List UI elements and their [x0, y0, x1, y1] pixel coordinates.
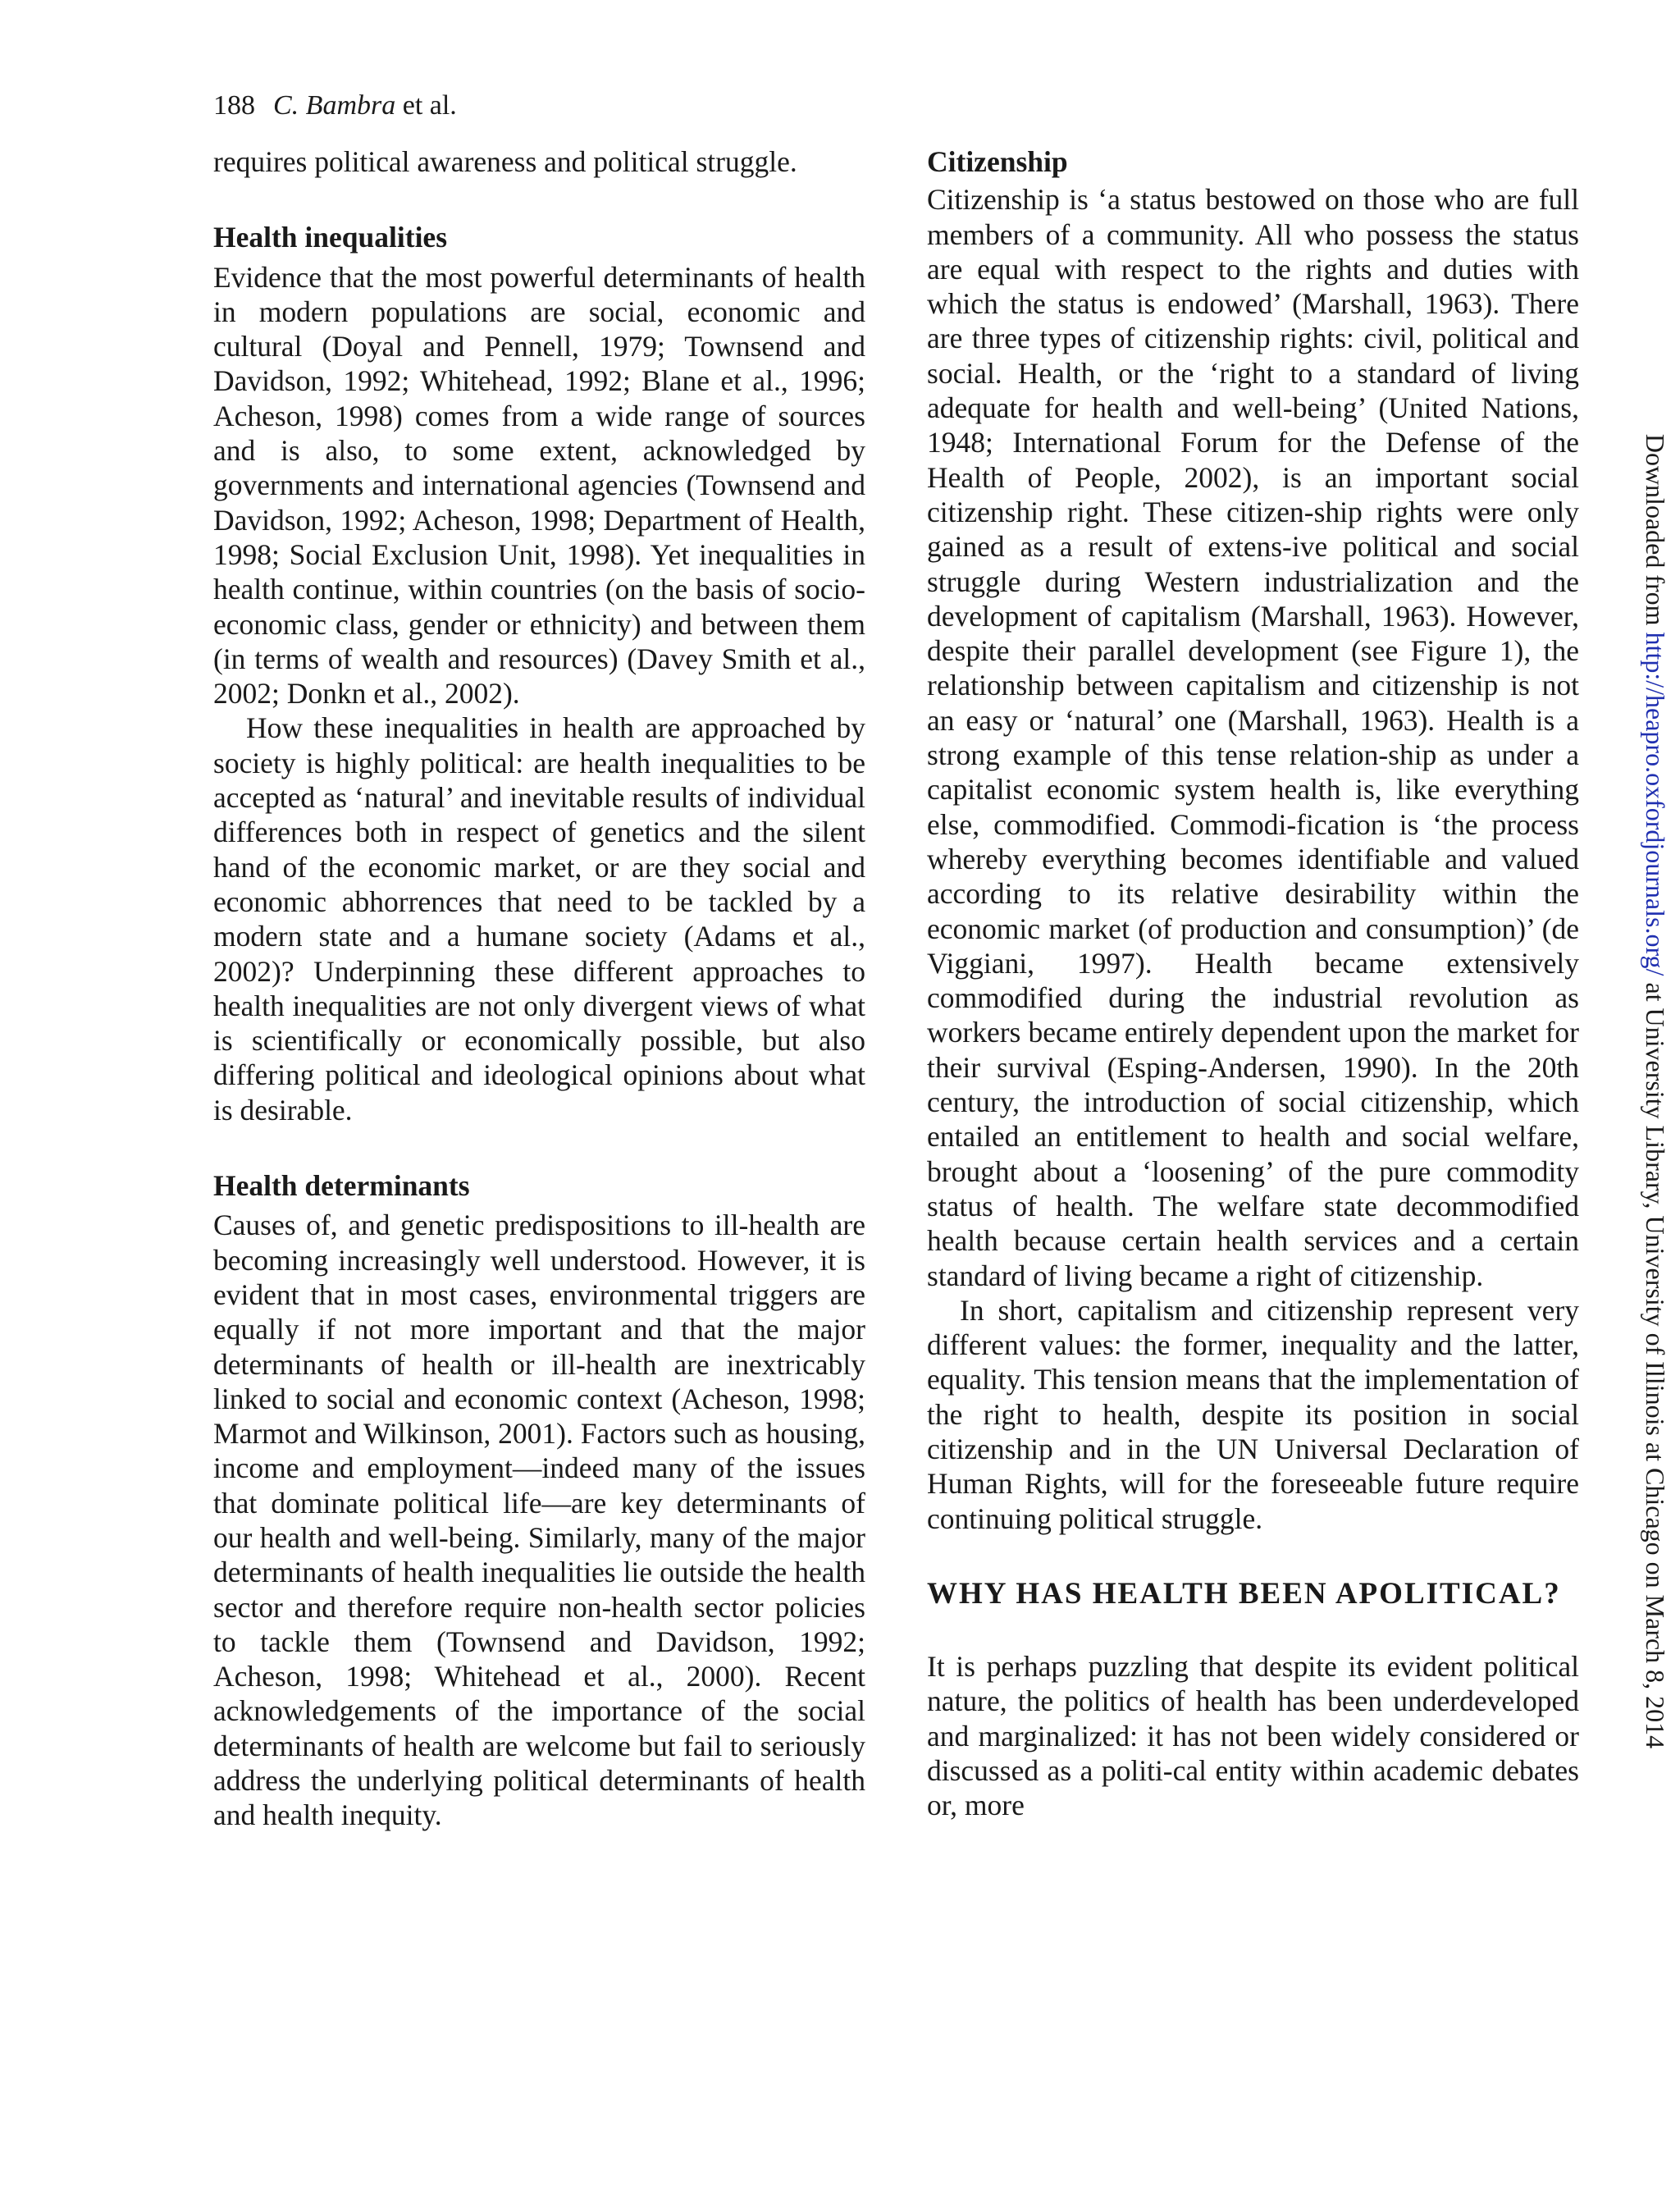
download-notice-prefix: Downloaded from: [1641, 433, 1670, 633]
heading-citizenship: Citizenship: [927, 145, 1068, 178]
paragraph-citizenship-1: Citizenship is ‘a status bestowed on those who are full members of a community. All who possess the status are equal with respect to the rights and duties with which the status is endowed’ (Marshall, 1963). There are three types of citizenship rights: civil, political and social. Health, or the ‘right to a standard of living adequate for health and well-being’ (United Nations, 1948; International Forum for the Defense of the Health of People, 2002), is an important social citizenship right. These citizen-ship rights were only gained as a result of extens-ive political and social struggle during Western industrialization and the development of capitalism (Marshall, 1963). However, despite their parallel development (see Figure 1), the relationship between capitalism and citizenship is not an easy or ‘natural’ one (Marshall, 1963). Health is a strong example of this tense relation-ship as under a capitalist economic system health is, like everything else, commodified. Commodi-fication is ‘the process whereby everything becomes identifiable and valued according to its relative desirability within the economic market (of production and consumption)’ (de Viggiani, 1997). Health became extensively commodified during the industrial revolution as workers became entirely dependent upon the market for their survival (Esping-Andersen, 1990). In the 20th century, the introduction of social citizenship, which entailed an entitlement to health and social welfare, brought about a ‘loosening’ of the pure commodity status of health. The welfare state decommodified health because certain health services and a certain standard of living became a right of citizenship.: [927, 183, 1579, 1292]
download-notice: [1641, 434, 1670, 1748]
running-head: [213, 89, 457, 123]
paragraph-citizenship-2: In short, capitalism and citizenship represent very different values: the former, inequality and the latter, equality. This tension means that the implementation of the right to health, despite its position in social citizenship and in the UN Universal Declaration of Human Rights, will for the foreseeable future require continuing political struggle.: [927, 1293, 1579, 1535]
paragraph-health-inequalities-1: Evidence that the most powerful determinants of health in modern populations are social, economic and cultural (Doyal and Pennell, 1979; Townsend and Davidson, 1992; Whitehead, 1992; Blane et al., 1996; Acheson, 1998) comes from a wide range of sources and is also, to some extent, acknowledged by governments and international agencies (Townsend and Davidson, 1992; Acheson, 1998; Department of Health, 1998; Social Exclusion Unit, 1998). Yet inequalities in health continue, within countries (on the basis of socio-economic class, gender or ethnicity) and between them (in terms of wealth and resources) (Davey Smith et al., 2002; Donkn et al., 2002).: [213, 260, 865, 711]
heading-health-inequalities: Health inequalities: [213, 221, 448, 254]
right-column: [927, 144, 1579, 1823]
paragraph-continued: requires political awareness and political struggle.: [213, 145, 797, 178]
left-column: [213, 144, 865, 1833]
running-head-etal: et al.: [395, 90, 457, 121]
page-number: 188: [213, 90, 255, 121]
paragraph-health-inequalities-2: How these inequalities in health are approached by society is highly political: are health inequalities to be accepted as ‘natural’ and inevitable results of individual differences both in respect of genetics and the silent hand of the economic market, or are they social and economic abhorrences that need to be tackled by a modern state and a humane society (Adams et al., 2002)? Underpinning these different approaches to health inequalities are not only divergent views of what is scientifically or economically possible, but also differing political and ideological opinions about what is desirable.: [213, 711, 865, 1126]
paragraph-health-determinants: Causes of, and genetic predispositions to ill-health are becoming increasingly well understood. However, it is evident that in most cases, environmental triggers are equally if not more important and that the major determinants of health or ill-health are inextricably linked to social and economic context (Acheson, 1998; Marmot and Wilkinson, 2001). Factors such as housing, income and employment—indeed many of the issues that dominate political life—are key determinants of our health and well-being. Similarly, many of the major determinants of health inequalities lie outside the health sector and therefore require non-health sector policies to tackle them (Townsend and Davidson, 1992; Acheson, 1998; Whitehead et al., 2000). Recent acknowledgements of the importance of the social determinants of health are welcome but fail to seriously address the underlying political determinants of health and health inequity.: [213, 1209, 865, 1832]
heading-why-apolitical: WHY HAS HEALTH BEEN APOLITICAL?: [927, 1576, 1561, 1611]
paragraph-why-apolitical: It is perhaps puzzling that despite its evident political nature, the politics of health has been underdeveloped and marginalized: it has not been widely considered or discussed as a politi-cal entity within academic debates or, more: [927, 1650, 1579, 1822]
journal-link[interactable]: http://heapro.oxfordjournals.org/: [1641, 632, 1670, 976]
running-head-authors: C. Bambra: [273, 90, 396, 121]
heading-health-determinants: Health determinants: [213, 1169, 470, 1203]
download-notice-suffix: at University Library, University of Illinois at Chicago on March 8, 2014: [1641, 976, 1670, 1749]
